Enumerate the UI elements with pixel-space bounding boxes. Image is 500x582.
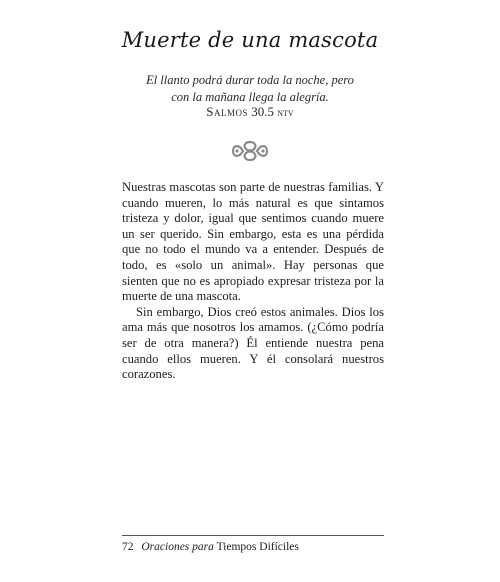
paragraph-2: Sin embargo, Dios creó estos animales. Dios los ama más que nosotros los amamos. (¿Cómo podría ser de otra manera?) Él entiende nuestra pena cuando ellos mueren. Y él consolará nuestros corazones. (122, 304, 384, 382)
reference-verse: 30.5 (251, 104, 275, 119)
page-title: Muerte de una mascota (121, 28, 379, 52)
epigraph-line-2: con la mañana llega la alegría. (171, 90, 329, 104)
page-number: 72 (122, 541, 134, 553)
epigraph-quote (0, 72, 500, 106)
paragraph-1: Nuestras mascotas son parte de nuestras familias. Y cuando mueren, lo más natural es que sintamos tristeza y dolor, igual que sentimos cuando muere un ser querido. Sin embargo, esta es una pérdida que no todo el mundo va a entender. Después de todo, es «solo un animal». Hay personas que sienten que no es apropiado expresar tristeza por la muerte de una mascota. (122, 180, 384, 304)
epigraph-line-1: El llanto podrá durar toda la noche, pero (146, 73, 354, 87)
decorative-flourish-icon (230, 138, 270, 164)
reference-book: Salmos (206, 104, 249, 119)
book-title-rest: Tiempos Difíciles (216, 541, 299, 553)
page-footer (122, 541, 384, 553)
body-text (122, 180, 384, 383)
footer-divider (122, 535, 384, 536)
reference-version: ntv (277, 107, 294, 119)
book-title-italic: Oraciones para (141, 541, 214, 553)
scripture-reference (0, 104, 500, 120)
